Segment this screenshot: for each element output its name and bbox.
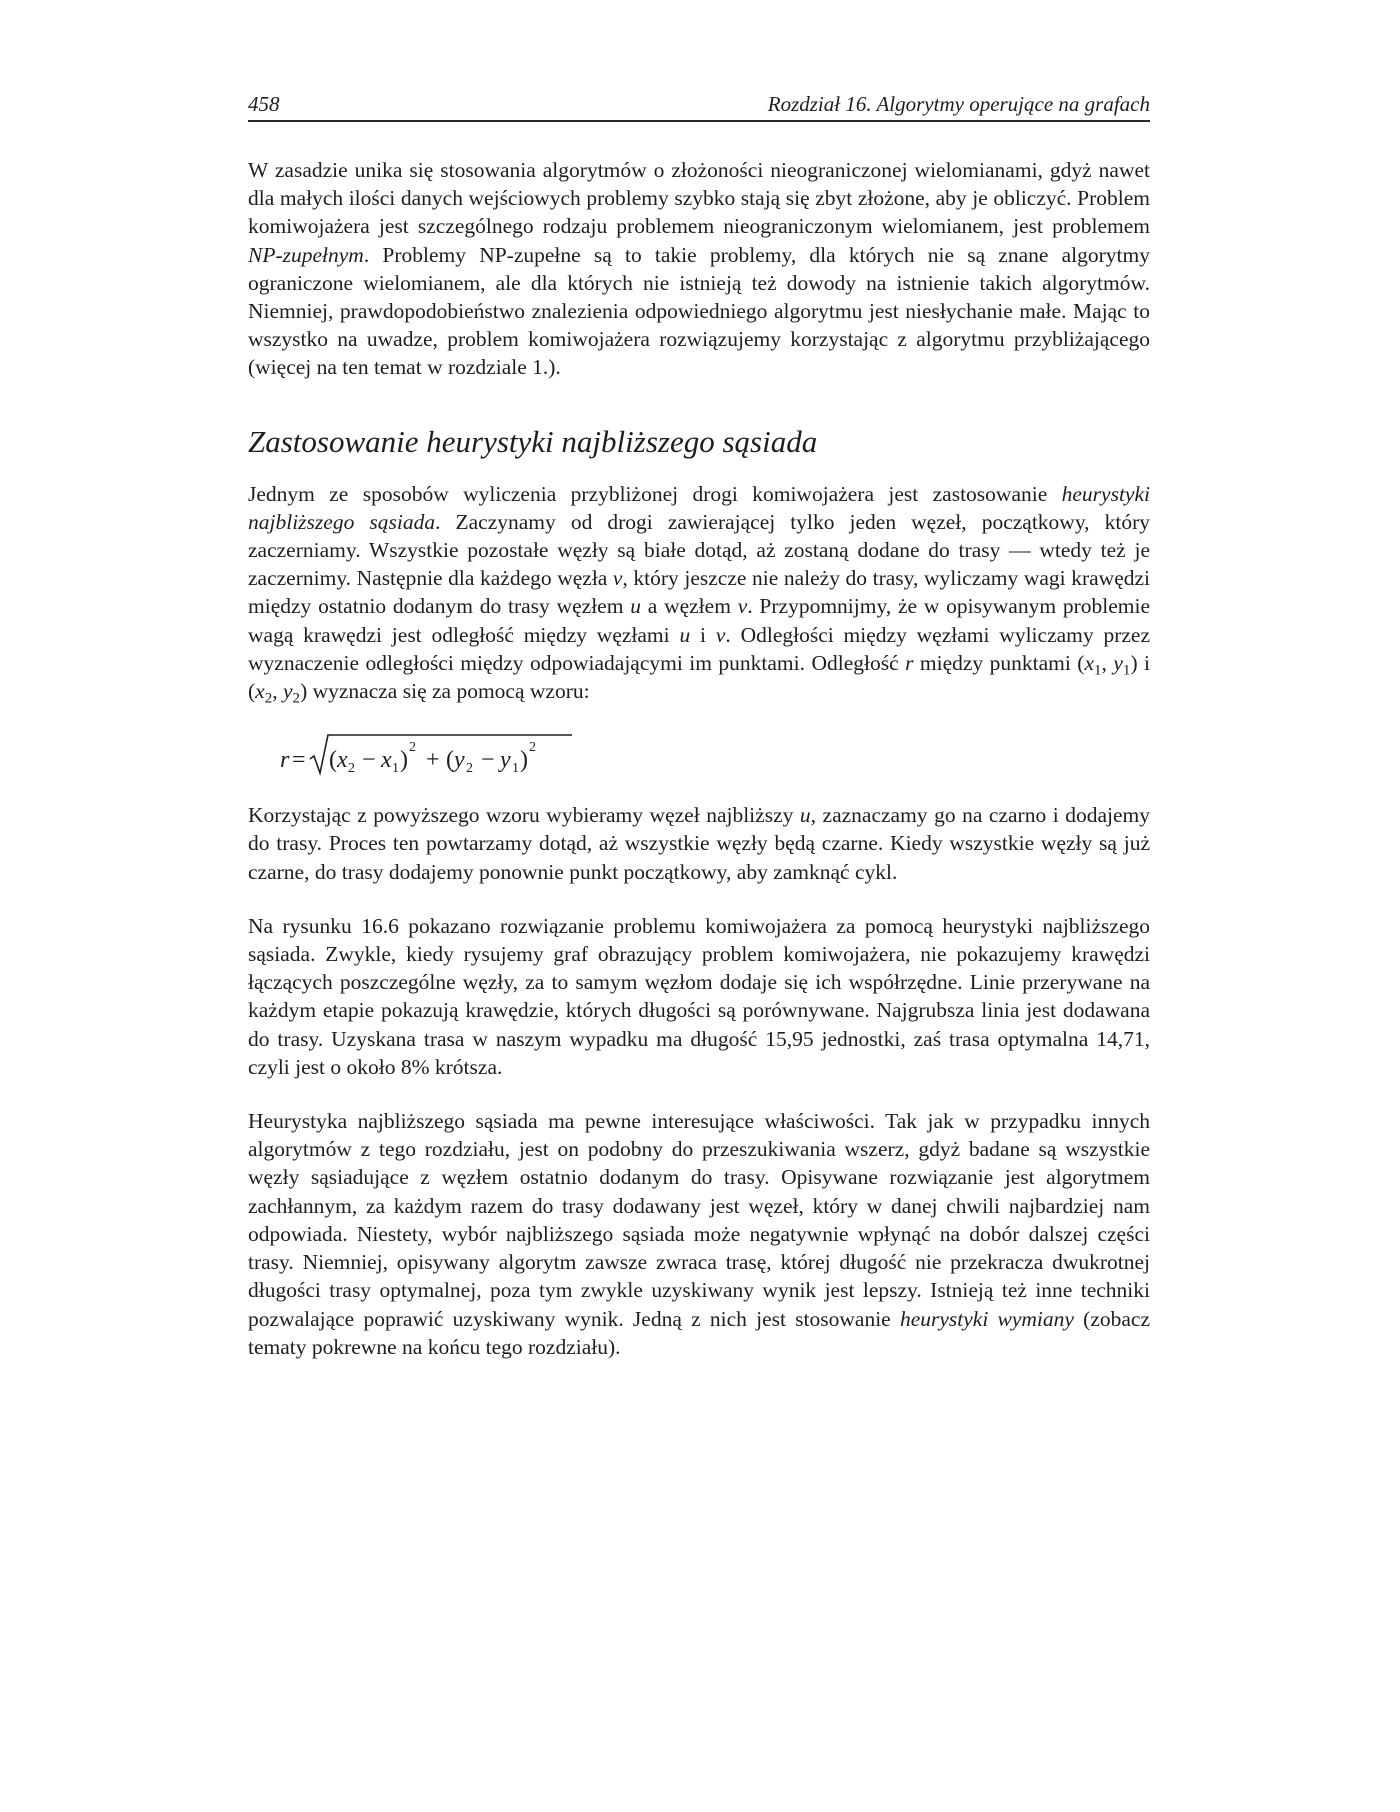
term-nearest-neighbor: heurystyki najbliższego sąsiada	[248, 481, 1150, 534]
paragraph-properties: Heurystyka najbliższego sąsiada ma pewne interesujące właściwości. Tak jak w przypadku innych algorytmów z tego rozdziału, jest on podobny do przeszukiwania wszerz, gdyż badane są wszystkie węzły sąsiadujące z węzłem ostatnio dodanym do trasy. Opisywane rozwiązanie jest algorytmem zachłannym, za każdym razem do trasy dodawany jest węzeł, który w danej chwili najbardziej nam odpowiada. Niestety, wybór najbliższego sąsiada może negatywnie wpłynąć na dobór dalszej części trasy. Niemniej, opisywany algorytm zawsze zwraca trasę, której długość nie przekracza dwukrotnej długości trasy optymalnej, poza tym zwykle uzyskiwany wynik jest lepszy. Istnieją też inne techniki pozwalające poprawić uzyskiwany wynik. Jedną z nich jest stosowanie heurystyki wymiany (zobacz tematy pokrewne na końcu tego rozdziału).	[248, 1109, 1150, 1359]
svg-text:x: x	[381, 747, 392, 774]
svg-text:(: (	[446, 747, 454, 774]
formula-equals: =	[292, 747, 306, 774]
page-number: 458	[248, 92, 280, 116]
svg-text:−: −	[481, 747, 495, 774]
section-heading: Zastosowanie heurystyki najbliższego sąsiada	[248, 423, 818, 459]
svg-text:(: (	[329, 747, 337, 774]
running-head	[248, 92, 1150, 122]
paragraph-procedure: Korzystając z powyższego wzoru wybieramy węzeł najbliższy u, zaznaczamy go na czarno i dodajemy do trasy. Proces ten powtarzamy dotąd, aż wszystkie węzły będą czarne. Kiedy wszystkie węzły są już czarne, do trasy dodajemy ponownie punkt początkowy, aby zamknąć cykl.	[248, 803, 1151, 884]
svg-text:x: x	[337, 747, 348, 774]
svg-text:): )	[400, 747, 408, 774]
chapter-title: Rozdział 16. Algorytmy operujące na grafach	[767, 92, 1150, 116]
svg-text:2: 2	[348, 761, 355, 777]
svg-text:2: 2	[409, 740, 416, 756]
svg-text:+: +	[426, 747, 440, 774]
distance-formula	[280, 723, 620, 779]
term-exchange-heuristic: heurystyki wymiany	[899, 1306, 1074, 1331]
svg-text:y: y	[500, 747, 511, 774]
paragraph-nearest-neighbor-intro: Jednym ze sposobów wyliczenia przybliżonej drogi komiwojażera jest zastosowanie heurystyki najbliższego sąsiada. Zaczynamy od drogi zawierającej tylko jeden węzeł, początkowy, który zaczerniamy. Wszystkie pozostałe węzły są białe dotąd, aż zostaną dodane do trasy — wtedy też je zaczernimy. Następnie dla każdego węzła v, który jeszcze nie należy do trasy, wyliczamy wagi krawędzi między ostatnio dodanym do trasy węzłem u a węzłem v. Przypomnijmy, że w opisywanym problemie wagą krawędzi jest odległość między węzłami u i v. Odległości między węzłami wyliczamy przez wyznaczenie odległości między odpowiadającymi im punktami. Odległość r między punktami ($x_1$, $y_1$) i ($x_2$, $y_2$) wyznacza się za pomocą wzoru:	[248, 481, 1151, 707]
paragraph-figure-description: Na rysunku 16.6 pokazano rozwiązanie problemu komiwojażera za pomocą heurystyki najbliższego sąsiada. Zwykle, kiedy rysujemy graf obrazujący problem komiwojażera, nie pokazujemy krawędzi łączących poszczególne węzły, za to samym węzłom dodaje się ich współrzędne. Linie przerywane na każdym etapie pokazują krawędzie, których długości są porównywane. Najgrubsza linia jest dodawana do trasy. Uzyskana trasa w naszym wypadku ma długość 15,95 jednostki, zaś trasa optymalna 14,71, czyli jest o około 8% krótsza.	[248, 913, 1150, 1079]
svg-text:2: 2	[466, 761, 473, 777]
book-page	[248, 92, 1150, 1361]
svg-text:1: 1	[392, 761, 399, 777]
svg-text:2: 2	[529, 740, 536, 756]
svg-text:y: y	[454, 747, 465, 774]
term-np-complete: NP-zupełnym	[248, 242, 364, 267]
svg-text:−: −	[362, 747, 376, 774]
paragraph-np-complete: W zasadzie unika się stosowania algorytmów o złożoności nieograniczonej wielomianami, gdyż nawet dla małych ilości danych wejściowych problemy szybko stają się zbyt złożone, aby je obliczyć. Problem komiwojażera jest szczególnego rodzaju problemem nieograniczonym wielomianem, jest problemem NP-zupełnym. Problemy NP-zupełne są to takie problemy, dla których nie są znane algorytmy ograniczone wielomianem, ale dla których nie istnieją też dowody na istnienie takich algorytmów. Niemniej, prawdopodobieństwo znalezienia odpowiedniego algorytmu jest niesłychanie małe. Mając to wszystko na uwadze, problem komiwojażera rozwiązujemy korzystając z algorytmu przybliżającego (więcej na ten temat w rozdziale 1.).	[248, 158, 1150, 380]
svg-text:1: 1	[512, 761, 519, 777]
svg-text:): )	[520, 747, 528, 774]
formula-r: r	[280, 747, 290, 774]
